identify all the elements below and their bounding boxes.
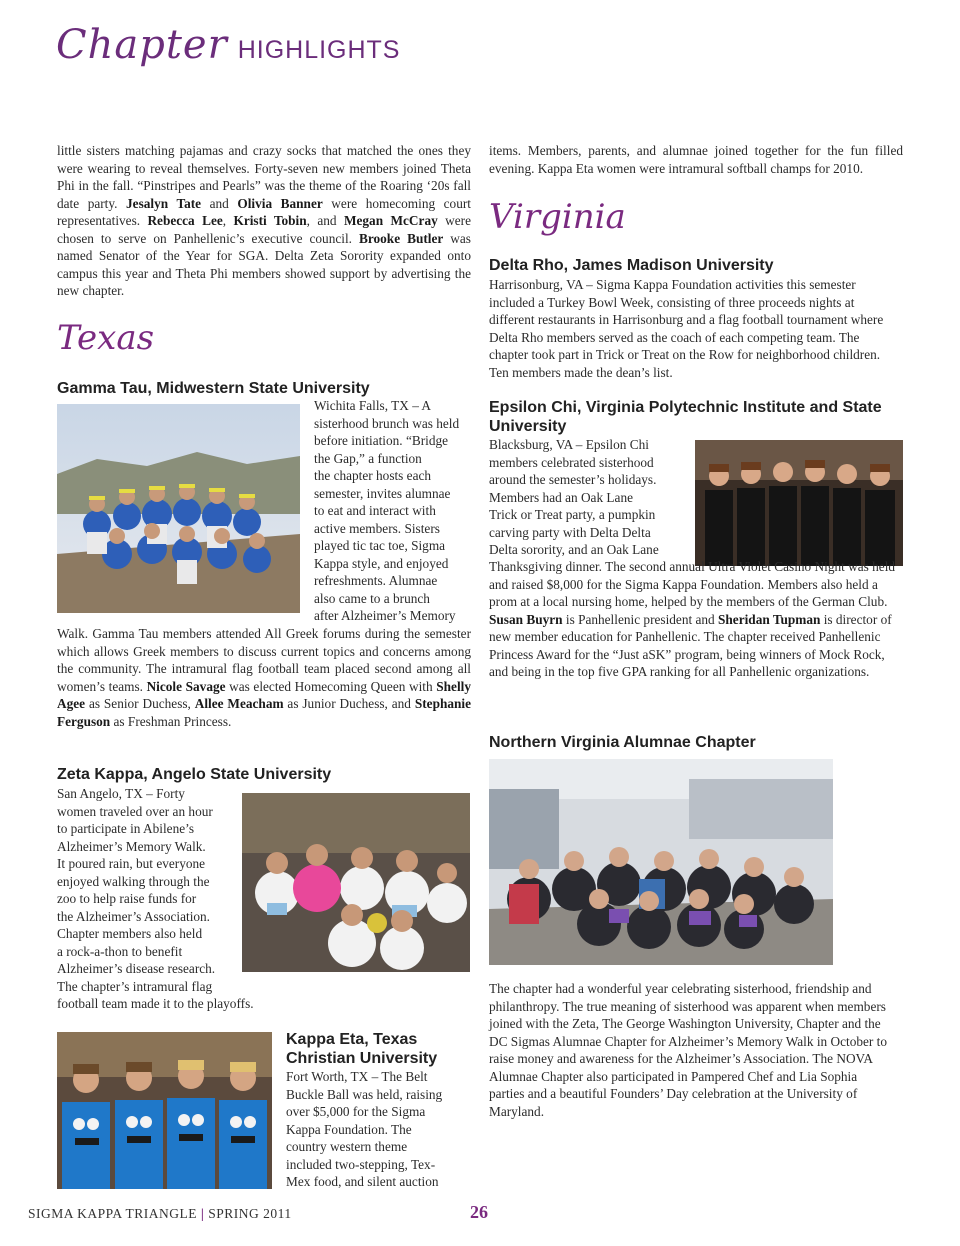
theta-phi-continued: little sisters matching pajamas and crazy socks that matched the ones they were wearing to reveal themselves. Forty-seven new members joined Theta Phi in the fall. “Pinstripes and Pearls” was the theme of the Roaring ‘20s fall date party. Jesalyn Tate and Olivia Banner were homecoming court representatives. Rebecca Lee, Kristi Tobin, and Megan McCray were chosen to serve on Panhellenic’s executive council. Brooke Butler was named Senator of the Year for SGA. Delta Zeta Sorority expanded onto campus this year and Theta Phi members showed support by advertising the new chapter.: [57, 143, 471, 298]
delta-rho-text: Harrisonburg, VA – Sigma Kappa Foundation activities this semester included a Turkey Bowl Week, consisting of three proceeds nights at different restaurants in Harrisonburg and a flag football tournament where Delta Rho members served as the coach of each competing team. The chapter took part in Trick or Treat on the Row for neighborhood children. Ten members made the dean’s list.: [489, 277, 884, 380]
kappa-eta-title: Kappa Eta, Texas Christian University: [286, 1031, 438, 1067]
kappa-eta-continued: items. Members, parents, and alumnae joined together for the fun filled evening. Kappa Eta women were intramural softball champs for 2010.: [489, 143, 903, 176]
delta-rho-title: Delta Rho, James Madison University: [489, 257, 774, 274]
epsilon-chi-text: Thanksgiving dinner. The second annual Ultra Violet Casino Night was held and raised $8,000 for the Sigma Kappa Foundation. Members also held a prom at a local nursing home, helped by the members of the German Club. Susan Buyrn is Panhellenic president and Sheridan Tupman is director of new member education for Panhellenic. The chapter received Panhellenic Princess Award for the “Just aSK” program, being winners of Mock Rock, and being in the top five GPA ranking for all Panhellenic organizations.: [489, 559, 896, 679]
page-header: [56, 22, 456, 92]
kappa-eta-photo: [57, 1032, 272, 1189]
header-script: Chapter: [56, 22, 228, 68]
epsilon-chi-wrap-text: Blacksburg, VA – Epsilon Chi members celebrated sisterhood around the semester’s holidays. Members had an Oak Lane Trick or Treat party, a pumpkin carving party with Delta Delta Delta sorority, and an Oak Lane: [489, 437, 659, 557]
page-number: 26: [470, 1202, 488, 1222]
zeta-kappa-title: Zeta Kappa, Angelo State University: [57, 766, 332, 783]
gamma-tau-wrap-text: Wichita Falls, TX – A sisterhood brunch was held before initiation. “Bridge the Gap,” a function the chapter hosts each semester, invites alumnae to eat and interact with active members. Sisters played tic tac toe, Sigma Kappa style, and enjoyed refreshments. Alumnae also came to a brunch after Alzheimer’s Memory: [314, 398, 460, 623]
footer-magazine: [28, 1206, 292, 1222]
nova-title: Northern Virginia Alumnae Chapter: [489, 734, 756, 751]
gamma-tau-text: Walk. Gamma Tau members attended All Greek forums during the semester which allows Greek members to discuss current topics and concerns among the community. The intramural flag football team placed second among all women’s teams. Nicole Savage was elected Homecoming Queen with Shelly Agee as Senior Duchess, Allee Meacham as Junior Duchess, and Stephanie Ferguson as Freshman Princess.: [57, 626, 471, 729]
gamma-tau-title: Gamma Tau, Midwestern State University: [57, 380, 370, 397]
texas-heading: Texas: [57, 318, 155, 358]
zeta-kappa-photo: [242, 793, 470, 972]
footer-issue: SPRING 2011: [208, 1206, 292, 1221]
epsilon-chi-title: Epsilon Chi, Virginia Polytechnic Institute and State University: [489, 399, 882, 435]
footer-magazine-name: SIGMA KAPPA TRIANGLE: [28, 1206, 198, 1221]
epsilon-chi-photo: [695, 440, 903, 566]
footer-separator: |: [200, 1206, 205, 1221]
virginia-heading: Virginia: [489, 197, 626, 237]
zeta-kappa-text: San Angelo, TX – Forty women traveled over an hour to participate in Abilene’s Alzheimer’s Memory Walk. It poured rain, but everyone enjoyed walking through the zoo to help raise funds for the Alzheimer’s Association. Chapter members also held a rock-a-thon to benefit Alzheimer’s disease research. The chapter’s intramural flag football team made it to the playoffs.: [57, 786, 254, 1011]
header-caps: HIGHLIGHTS: [237, 36, 401, 64]
kappa-eta-text: Fort Worth, TX – The Belt Buckle Ball was held, raising over $5,000 for the Sigma Kappa Foundation. The country western theme included two-stepping, Tex- Mex food, and silent auction: [286, 1069, 443, 1189]
nova-text: The chapter had a wonderful year celebrating sisterhood, friendship and philanthropy. The true meaning of sisterhood was apparent when members joined with the Zeta, The George Washington University, Chapter and the DC Sigmas Alumnae Chapter for Alzheimer’s Memory Walk in October to raise money and awareness for the Alzheimer’s Association. The NOVA Alumnae Chapter also participated in Pampered Chef and Lia Sophia parties and a beautiful Founders’ Day celebration at the University of Maryland.: [489, 981, 888, 1119]
nova-photo: [489, 759, 833, 965]
gamma-tau-photo: [57, 404, 300, 613]
